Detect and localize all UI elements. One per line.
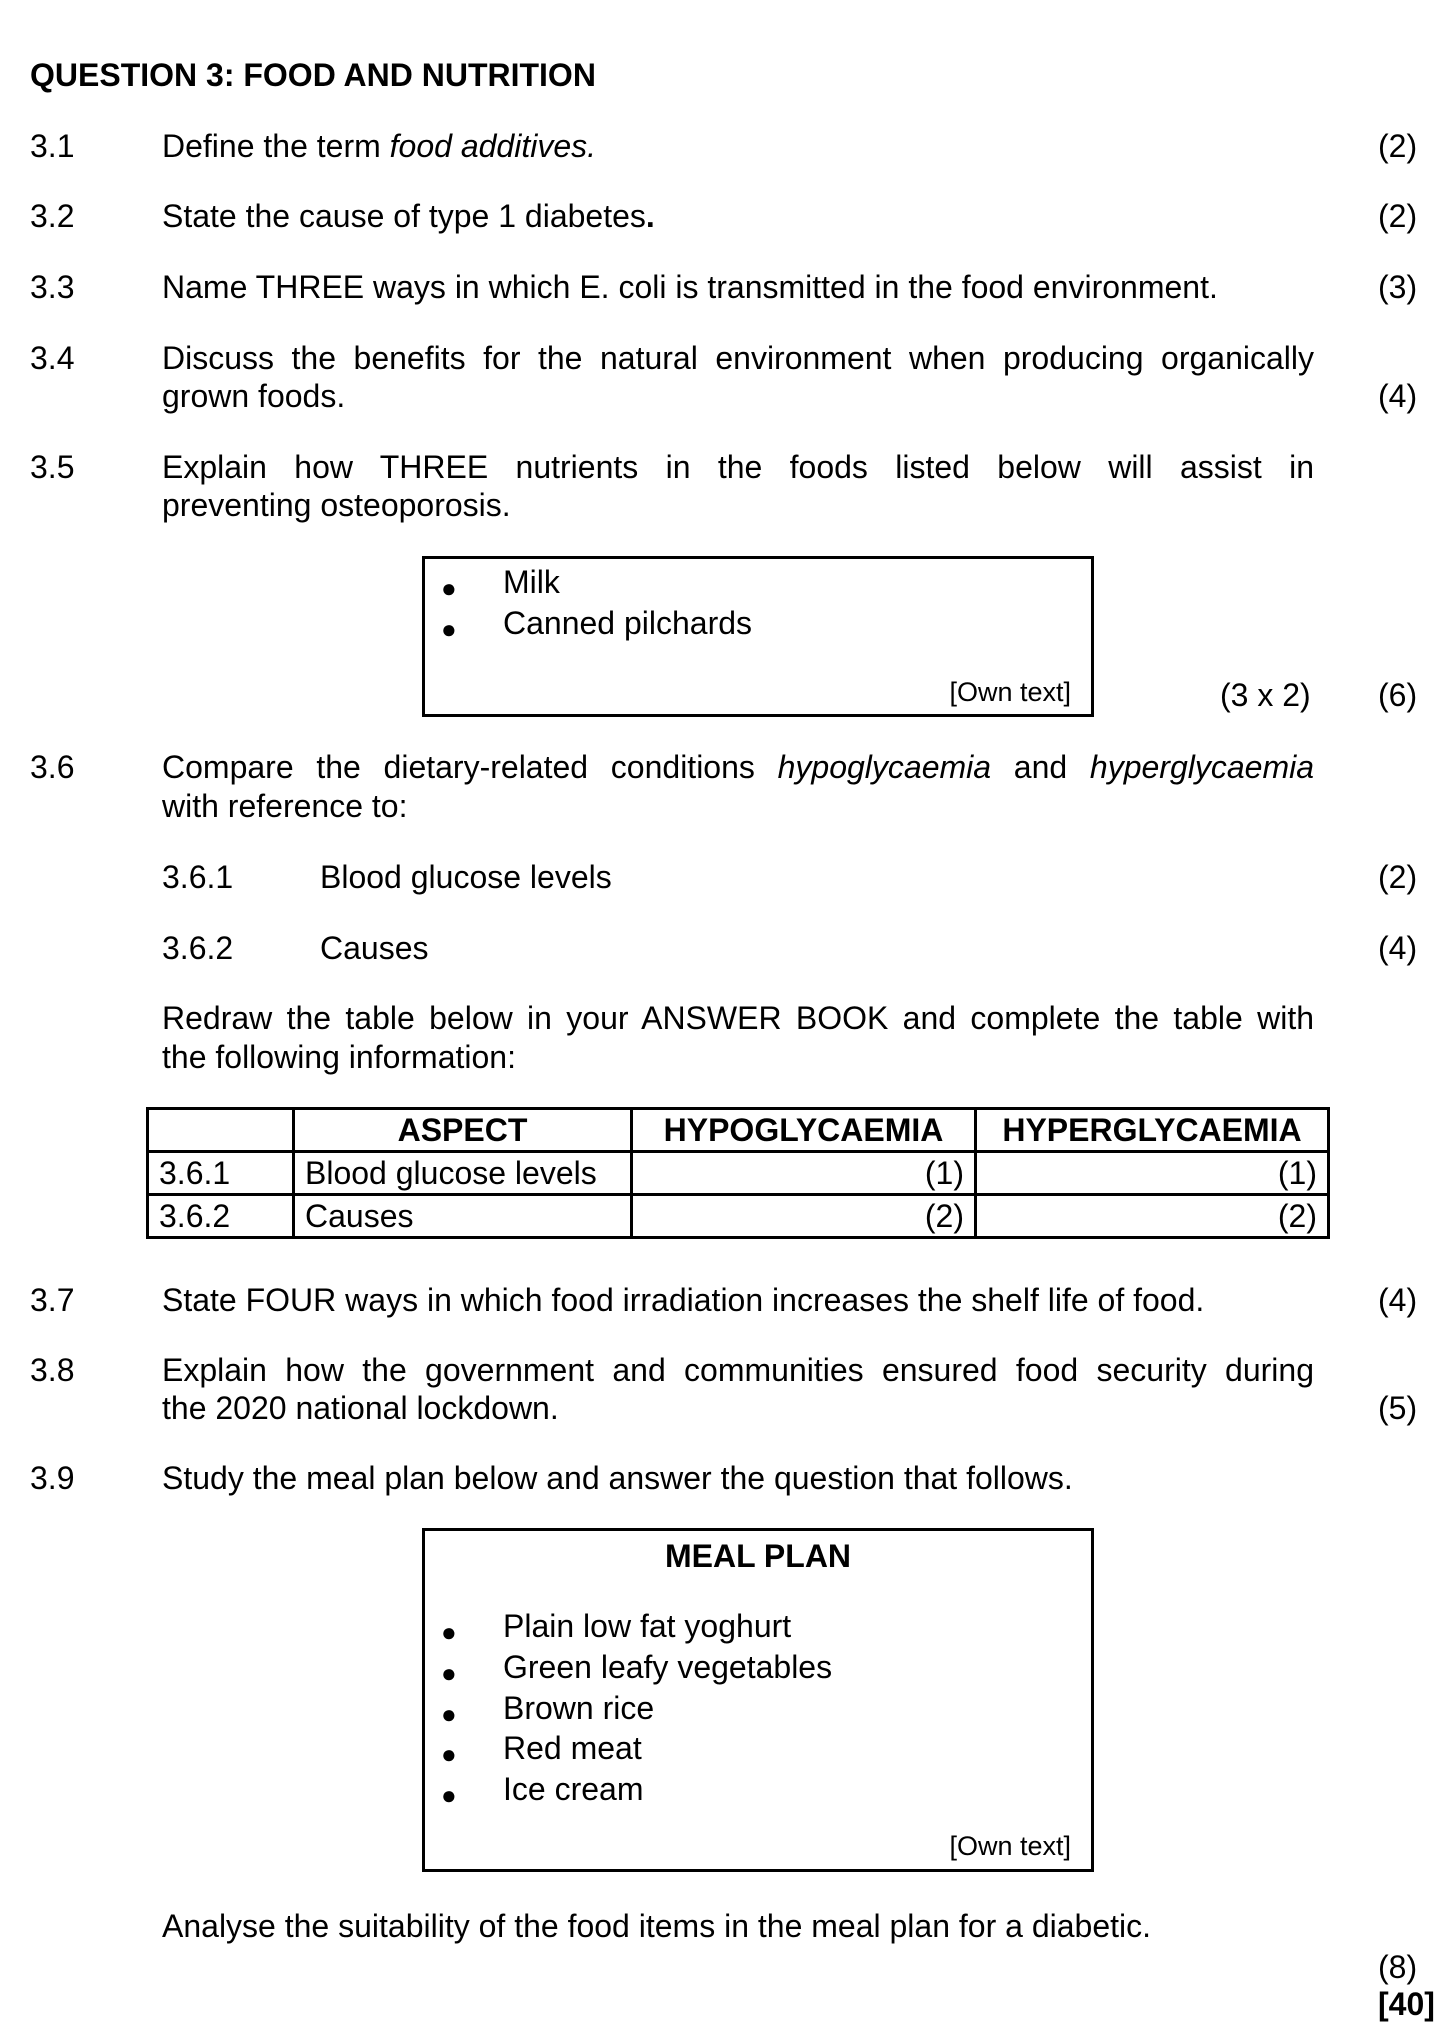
question-text: State FOUR ways in which food irradiation increases the shelf life of food. xyxy=(162,1282,1205,1318)
bullet: ● xyxy=(441,1658,457,1688)
question-marks: (2) xyxy=(1378,859,1418,895)
question-marks: (4) xyxy=(1378,930,1418,966)
meal-plan-item: Plain low fat yoghurt xyxy=(503,1608,792,1644)
question-text-line: Discuss the benefits for the natural environment when producing organically xyxy=(162,340,1314,376)
instruction-line: the following information: xyxy=(162,1039,516,1075)
table-cell: Causes xyxy=(294,1195,632,1238)
meal-plan-item: Brown rice xyxy=(503,1690,655,1726)
table-cell: (2) xyxy=(632,1195,976,1238)
bullet: ● xyxy=(441,1617,457,1647)
question-number: 3.7 xyxy=(30,1282,75,1318)
table-cell: Blood glucose levels xyxy=(294,1152,632,1195)
question-text xyxy=(162,197,655,235)
table-header-cell xyxy=(148,1109,294,1152)
question-term: hyperglycaemia xyxy=(1089,749,1314,785)
question-marks: (2) xyxy=(1378,128,1418,164)
total-marks: [40] xyxy=(1378,1986,1435,2022)
question-text: Study the meal plan below and answer the question that follows. xyxy=(162,1460,1073,1496)
meal-plan-title: MEAL PLAN xyxy=(664,1538,852,1574)
meal-plan-item: Red meat xyxy=(503,1730,642,1766)
question-marks: (4) xyxy=(1378,378,1418,414)
bullet: ● xyxy=(441,614,457,644)
question-text: Analyse the suitability of the food items in the meal plan for a diabetic. xyxy=(162,1908,1151,1944)
question-text: Name THREE ways in which E. coli is transmitted in the food environment. xyxy=(162,269,1218,305)
question-text-line xyxy=(162,748,1314,786)
bullet: ● xyxy=(441,1780,457,1810)
question-text-part: State the cause of type 1 diabetes xyxy=(162,198,646,234)
question-number: 3.9 xyxy=(30,1460,75,1496)
question-text xyxy=(162,127,596,165)
question-text-line: with reference to: xyxy=(162,788,408,824)
question-text-line: the 2020 national lockdown. xyxy=(162,1390,559,1426)
question-term: food additives. xyxy=(389,128,597,164)
meal-plan-item: Green leafy vegetables xyxy=(503,1649,833,1685)
question-marks: (8) xyxy=(1378,1949,1418,1985)
table-header-row xyxy=(148,1109,1329,1152)
question-text-part: Define the term xyxy=(162,128,390,164)
question-text-line: grown foods. xyxy=(162,378,346,414)
subquestion-text: Causes xyxy=(320,930,429,966)
table-cell: (1) xyxy=(632,1152,976,1195)
subquestion-number: 3.6.2 xyxy=(162,930,234,966)
question-text-part: and xyxy=(991,749,1090,785)
question-text-line: Explain how THREE nutrients in the foods listed below will assist in xyxy=(162,449,1314,485)
question-number: 3.2 xyxy=(30,198,75,234)
question-number: 3.8 xyxy=(30,1352,75,1388)
question-marks: (2) xyxy=(1378,198,1418,234)
food-list-item: Milk xyxy=(503,564,560,600)
comparison-table xyxy=(146,1107,1330,1239)
question-marks: (4) xyxy=(1378,1282,1418,1318)
question-number: 3.4 xyxy=(30,340,75,376)
question-marks: (5) xyxy=(1378,1390,1418,1426)
subquestion-number: 3.6.1 xyxy=(162,859,234,895)
table-cell: 3.6.2 xyxy=(148,1195,294,1238)
question-marks: (6) xyxy=(1378,677,1418,713)
table-cell: (2) xyxy=(976,1195,1329,1238)
marks-calculation: (3 x 2) xyxy=(1220,677,1311,713)
question-number: 3.5 xyxy=(30,449,75,485)
table-cell: 3.6.1 xyxy=(148,1152,294,1195)
subquestion-text: Blood glucose levels xyxy=(320,859,612,895)
table-row xyxy=(148,1195,1329,1238)
bullet: ● xyxy=(441,573,457,603)
table-header-cell: ASPECT xyxy=(294,1109,632,1152)
question-number: 3.3 xyxy=(30,269,75,305)
table-header-cell: HYPERGLYCAEMIA xyxy=(976,1109,1329,1152)
question-term: hypoglycaemia xyxy=(777,749,992,785)
table-row xyxy=(148,1152,1329,1195)
question-marks: (3) xyxy=(1378,269,1418,305)
question-text-line: preventing osteoporosis. xyxy=(162,487,511,523)
bullet: ● xyxy=(441,1699,457,1729)
meal-plan-item: Ice cream xyxy=(503,1771,644,1807)
food-list-box xyxy=(422,556,1094,717)
question-heading: QUESTION 3: FOOD AND NUTRITION xyxy=(30,57,596,93)
question-number: 3.6 xyxy=(30,749,75,785)
question-number: 3.1 xyxy=(30,128,75,164)
question-text-period: . xyxy=(645,198,655,234)
source-note: [Own text] xyxy=(949,1831,1071,1861)
table-cell: (1) xyxy=(976,1152,1329,1195)
food-list-item: Canned pilchards xyxy=(503,605,753,641)
table-header-cell: HYPOGLYCAEMIA xyxy=(632,1109,976,1152)
source-note: [Own text] xyxy=(949,677,1071,707)
instruction-line: Redraw the table below in your ANSWER BOOK and complete the table with xyxy=(162,1000,1314,1036)
question-text-line: Explain how the government and communities ensured food security during xyxy=(162,1352,1314,1388)
question-text-part: Compare the dietary-related conditions xyxy=(162,749,778,785)
bullet: ● xyxy=(441,1739,457,1769)
meal-plan-box xyxy=(422,1528,1094,1872)
